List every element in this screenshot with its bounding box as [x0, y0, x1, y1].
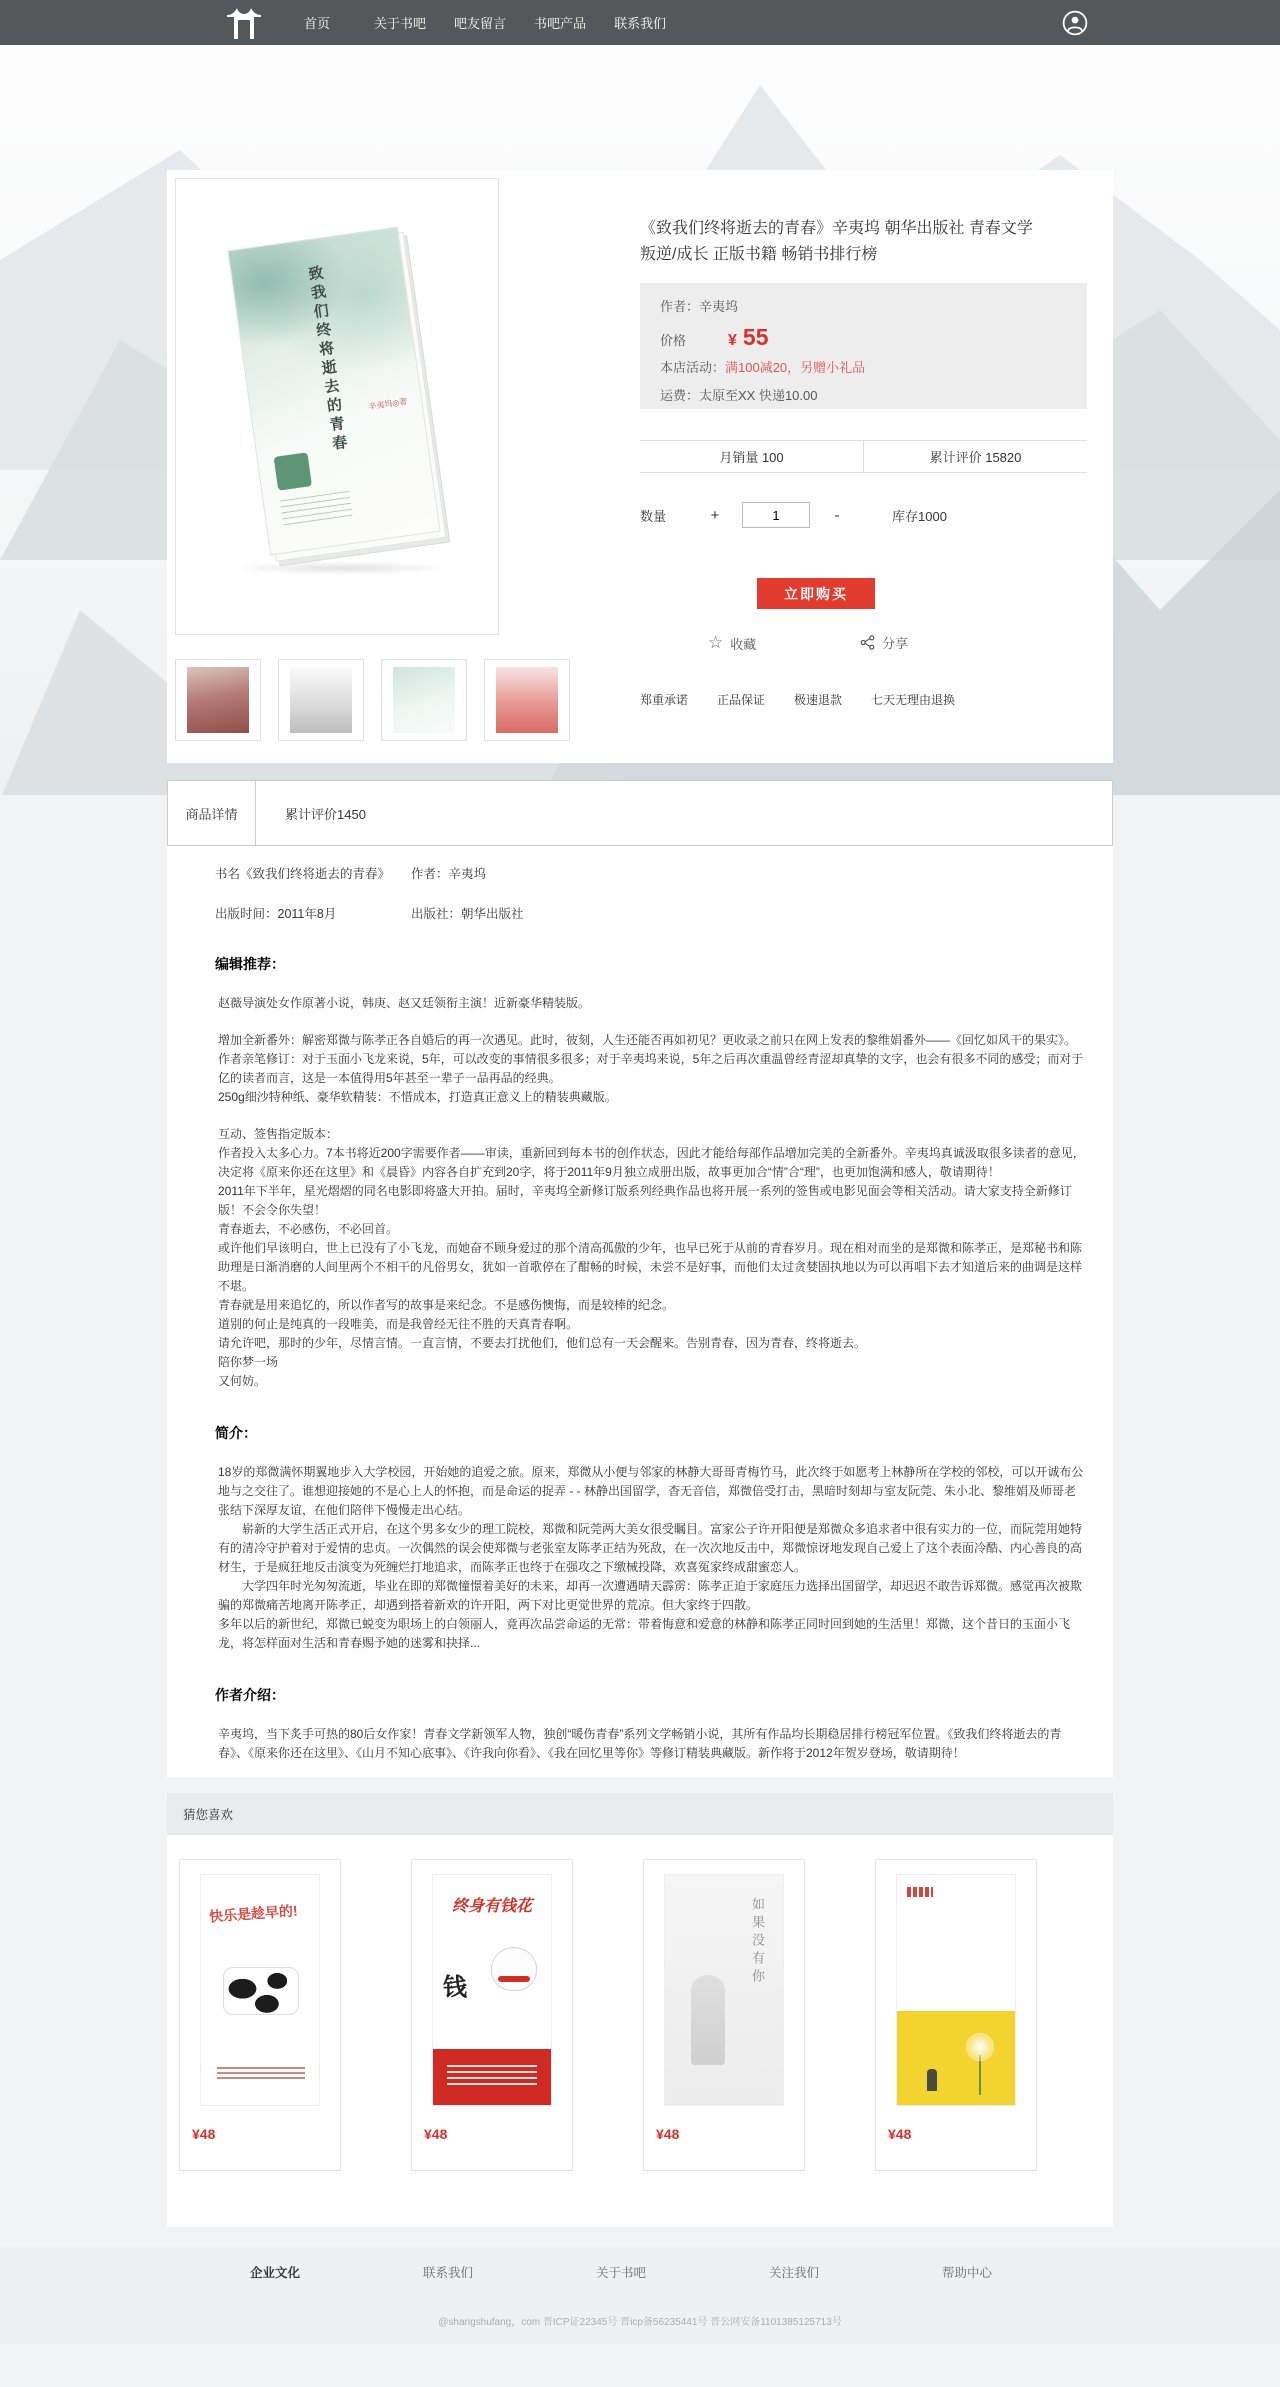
promo-row — [660, 357, 1067, 376]
stock-label: 库存1000 — [892, 508, 947, 524]
lucky-cat-illustration — [491, 1947, 537, 1991]
book-cover-art — [200, 1874, 320, 2106]
detail-tabbar — [167, 780, 1113, 846]
cover-seal-mark — [907, 1887, 933, 1897]
thumbnail-1-art — [187, 667, 249, 733]
description-section — [167, 780, 1113, 1777]
promo-value: 满100减20，另赠小礼品 — [725, 360, 866, 375]
product-title-line1: 《致我们终将逝去的青春》辛夷坞 朝华出版社 青春文学 — [640, 220, 1033, 237]
service-promises — [640, 691, 984, 708]
book-cover-art — [896, 1874, 1016, 2106]
book-cover-art — [176, 179, 498, 634]
paragraph: 250g细沙特种纸、豪华软精装：不惜成本，打造真正意义上的精装典藏版。 — [218, 1090, 617, 1104]
editor-rec-heading: 编辑推荐： — [215, 956, 285, 972]
cover-text-lines — [280, 491, 353, 526]
footer-link-follow[interactable]: 关注我们 — [768, 2266, 819, 2280]
recommend-card-1[interactable] — [179, 1859, 341, 2171]
quantity-input[interactable] — [742, 502, 810, 528]
paragraph: 辛夷坞，当下炙手可热的80后女作家！青春文学新领军人物，独创“暖伤青春”系列文学畅销小说，其所有作品均长期稳居排行榜冠军位置。《致我们终将逝去的青春》、《原来你还在这里》、《山月不知心底事》、《许我向你看》、《我在回忆里等你》等修订精装典藏版。新作将于2012年贺岁登场，敬请期待！ — [218, 1727, 1062, 1760]
footer-link-help[interactable]: 帮助中心 — [941, 2266, 992, 2280]
cover-author-text: 辛夷坞◎著 — [367, 396, 408, 412]
nav-item-home[interactable]: 首页 — [304, 16, 331, 31]
quantity-decrease-button[interactable]: - — [834, 506, 840, 524]
paragraph: 或许他们早该明白，世上已没有了小飞龙，而她奋不顾身爱过的那个清高孤傲的少年，也早已死于从前的青春岁月。现在相对而坐的是郑微和陈孝正，是郑秘书和陈助理是日渐消磨的人间里两个不相干的凡俗男女，犹如一首歌停在了酣畅的时候，未尝不是好事，而他们太过贪婪固执地以为可以再唱下去才知道后来的曲调是这样不堪。 — [218, 1241, 1083, 1293]
figure-illustration — [927, 2069, 937, 2091]
price-label: 价格 — [660, 333, 687, 348]
book-cover-art — [664, 1874, 784, 2106]
shipping-row: 运费：太原至XX 快递10.00 — [660, 388, 818, 403]
sales-stats — [640, 440, 1087, 473]
promo-label: 本店活动： — [660, 360, 726, 375]
author-row: 作者：辛夷坞 — [660, 299, 739, 314]
editor-rec-text — [218, 994, 1086, 1391]
cover-green-stamp — [274, 452, 312, 490]
quantity-increase-button[interactable]: + — [710, 506, 720, 524]
nav-item-products[interactable]: 书吧产品 — [534, 16, 587, 31]
paragraph: 道别的何止是纯真的一段唯美，而是我曾经无往不胜的天真青春啊。 — [218, 1317, 579, 1331]
product-title-line2: 叛逆/成长 正版书籍 畅销书排行榜 — [640, 246, 878, 263]
price-row — [660, 324, 1067, 351]
book-meta — [215, 864, 1113, 922]
meta-publisher: 出版社：朝华出版社 — [411, 907, 524, 921]
book-cover-art — [432, 1874, 552, 2106]
share-button[interactable] — [860, 633, 908, 652]
price-value: 55 — [742, 324, 769, 350]
star-icon: ☆ — [708, 633, 724, 652]
monthly-sales: 月销量 100 — [719, 450, 784, 465]
paragraph: 大学四年时光匆匆流逝，毕业在即的郑微憧憬着美好的未来，却再一次遭遇晴天霹雳：陈孝正迫于家庭压力选择出国留学，却迟迟不敢告诉郑微。感觉再次被欺骗的郑微痛苦地离开陈孝正，却遇到搭着新欢的许开阳，两下对比更觉世界的荒凉。但大家终于四散。 — [218, 1579, 1083, 1612]
page-footer — [0, 2247, 1280, 2344]
paragraph: 崭新的大学生活正式开启，在这个男多女少的理工院校，郑微和阮莞两大美女很受瞩目。富家公子许开阳便是郑微众多追求者中很有实力的一位，而阮莞用她特有的清冷守护着对于爱情的忠贞。一次偶然的误会使郑微与老张室友陈孝正结为死敌，在一次次地反击中，郑微惊讶地发现自己爱上了这个表面冷酷、内心善良的高材生，于是疯狂地反击演变为死缠烂打地追求，而陈孝正也终于在强攻之下缴械投降，欢喜冤家终成甜蜜恋人。 — [218, 1522, 1083, 1574]
intro-text — [218, 1463, 1086, 1653]
buy-now-button[interactable]: 立即购买 — [757, 578, 875, 609]
gate-logo-icon[interactable] — [226, 7, 262, 39]
cover-title-text: 如果没有你 — [750, 1897, 765, 1987]
thumbnail-1[interactable] — [175, 659, 261, 741]
collect-label: 收藏 — [730, 636, 757, 652]
meta-pub-date: 出版时间：2011年8月 — [215, 907, 337, 921]
cover-title-text: 致我们终将逝去的青春 — [305, 264, 349, 455]
recommend-heading-band — [167, 1793, 1113, 1835]
paragraph: 青春就是用来追忆的，所以作者写的故事是来纪念。不是感伤懊悔，而是较棒的纪念。 — [218, 1298, 675, 1312]
thumbnail-2[interactable] — [278, 659, 364, 741]
paragraph: 增加全新番外：解密郑微与陈孝正各自婚后的再一次遇见。此时，彼刻，人生还能否再如初见？更收录之前只在网上发表的黎维娟番外——《回忆如风干的果实》。作者亲笔修订：对于玉面小飞龙来说，5年，可以改变的事情很多很多；对于辛夷坞来说，5年之后再次重温曾经青涩却真挚的文字，也会有很多不同的感受；而对于亿的读者而言，这是一本值得用5年甚至一辈子一品再品的经典。 — [218, 1033, 1084, 1085]
top-navigation-bar — [0, 0, 1280, 45]
figure-illustration — [691, 1975, 725, 2065]
cover-red-band — [433, 2049, 551, 2105]
meta-book-name: 书名《致我们终将逝去的青春》 — [215, 867, 391, 881]
user-account-icon[interactable] — [1062, 10, 1088, 36]
meta-author: 作者：辛夷坞 — [411, 867, 487, 881]
cover-text-lines — [217, 2067, 305, 2081]
paragraph: 青春逝去，不必感伤，不必回首。 — [218, 1222, 399, 1236]
cover-title-text: 快乐是趁早的! — [208, 1902, 299, 1925]
cover-yellow-band — [897, 2011, 1015, 2105]
paragraph: 2011年下半年，星光熠熠的同名电影即将盛大开拍。届时，辛夷坞全新修订版系列经典作品也将开展一系列的签售或电影见面会等相关活动。请大家支持全新修订版！不会令你失望！ — [218, 1184, 1072, 1217]
cover-title-text: 终身有钱花 — [451, 1898, 532, 1915]
nav-item-about[interactable]: 关于书吧 — [374, 16, 427, 31]
paragraph: 18岁的郑微满怀期翼地步入大学校园，开始她的追爱之旅。原来，郑微从小便与邻家的林静大哥哥青梅竹马，此次终于如愿考上林静所在学校的邻校，可以开诚布公地与之交往了。谁想迎接她的不是心上人的怀抱，而是命运的捉弄 - - 林静出国留学，杳无音信，郑微倍受打击，黑暗时刻却与室友阮莞、朱小北、黎维娟及师哥老张结下深厚友谊，在他们陪伴下慢慢走出心结。 — [218, 1465, 1084, 1517]
quantity-row — [640, 502, 947, 528]
paragraph: 陪你梦一场 — [218, 1355, 279, 1369]
card-price: ¥48 — [192, 2126, 216, 2142]
tab-reviews[interactable]: 累计评价1450 — [285, 806, 366, 822]
paragraph: 请允许吧，那时的少年，尽情言情。一直言情，不要去打扰他们，他们总有一天会醒来。告别青春，因为青春，终将逝去。 — [218, 1336, 867, 1350]
share-icon — [860, 635, 875, 650]
thumbnail-4[interactable] — [484, 659, 570, 741]
recommend-card-4[interactable] — [875, 1859, 1037, 2171]
book-shadow — [236, 561, 446, 575]
recommend-section — [167, 1793, 1113, 2227]
paragraph: 又何妨。 — [218, 1374, 267, 1388]
thumbnail-4-art — [496, 667, 558, 733]
author-intro-text — [218, 1725, 1086, 1763]
cover-character: 钱 — [443, 1974, 467, 2001]
recommend-card-3[interactable] — [643, 1859, 805, 2171]
recommend-heading: 猜您喜欢 — [183, 1808, 234, 1822]
product-section — [167, 170, 1113, 763]
main-nav — [302, 9, 692, 36]
author-intro-heading: 作者介绍： — [215, 1687, 285, 1703]
price-info-box — [640, 283, 1087, 409]
share-label: 分享 — [882, 636, 909, 651]
promise-4: 七天无理由退换 — [871, 693, 956, 707]
paragraph: 赵薇导演处女作原著小说，韩庚、赵又廷领衔主演！近新豪华精装版。 — [218, 996, 591, 1010]
total-reviews: 累计评价 15820 — [863, 441, 1087, 472]
collect-button[interactable] — [708, 633, 756, 653]
footer-link-about[interactable]: 关于书吧 — [595, 2266, 646, 2280]
promise-2: 正品保证 — [717, 693, 766, 707]
card-price: ¥48 — [888, 2126, 912, 2142]
product-main-image[interactable] — [175, 178, 499, 635]
copyright-text: @shangshufang，com 晋ICP证22345号 晋icp备56235441号 晋公网安备1101385125713号 — [438, 2317, 842, 2328]
dandelion-puff — [966, 2033, 994, 2061]
paragraph: 互动、签售指定版本： — [218, 1127, 339, 1141]
tab-product-detail[interactable]: 商品详情 — [168, 781, 256, 845]
quantity-label: 数量 — [640, 508, 667, 524]
cow-illustration — [223, 1967, 299, 2015]
paragraph: 多年以后的新世纪，郑微已蜕变为职场上的白领丽人，竟再次品尝命运的无常：带着悔意和爱意的林静和陈孝正同时回到她的生活里！郑微，这个昔日的玉面小飞龙，将怎样面对生活和青春赐予她的迷雾和抉择... — [218, 1617, 1071, 1650]
card-price: ¥48 — [656, 2126, 680, 2142]
product-title — [640, 216, 1092, 268]
intro-heading: 简介： — [215, 1425, 257, 1441]
recommend-card-2[interactable] — [411, 1859, 573, 2171]
promise-1: 郑重承诺 — [640, 693, 689, 707]
thumbnail-strip — [175, 659, 587, 741]
footer-link-contact[interactable]: 联系我们 — [422, 2266, 473, 2280]
footer-links — [250, 2263, 992, 2281]
card-price: ¥48 — [424, 2126, 448, 2142]
paragraph: 作者投入太多心力。7本书将近200字需要作者——审读，重新回到每本书的创作状态，因此才能给每部作品增加完美的全新番外。辛夷坞真诚汲取很多读者的意见，决定将《原来你还在这里》和《晨昏》内容各自扩充到20字，将于2011年9月独立成册出版，故事更加合“情”合“理”，也更加饱满和感人，敬请期待！ — [218, 1146, 1085, 1179]
thumbnail-3-art — [393, 667, 455, 733]
promise-3: 极速退款 — [794, 693, 843, 707]
dandelion-stem — [979, 2055, 981, 2095]
thumbnail-2-art — [290, 667, 352, 733]
page-content — [167, 170, 1113, 2227]
thumbnail-3[interactable] — [381, 659, 467, 741]
nav-item-messages[interactable]: 吧友留言 — [454, 16, 507, 31]
recommend-cards — [167, 1835, 1113, 2227]
nav-item-contact[interactable]: 联系我们 — [614, 16, 667, 31]
footer-link-culture[interactable]: 企业文化 — [250, 2266, 301, 2280]
price-currency: ¥ — [728, 332, 737, 349]
